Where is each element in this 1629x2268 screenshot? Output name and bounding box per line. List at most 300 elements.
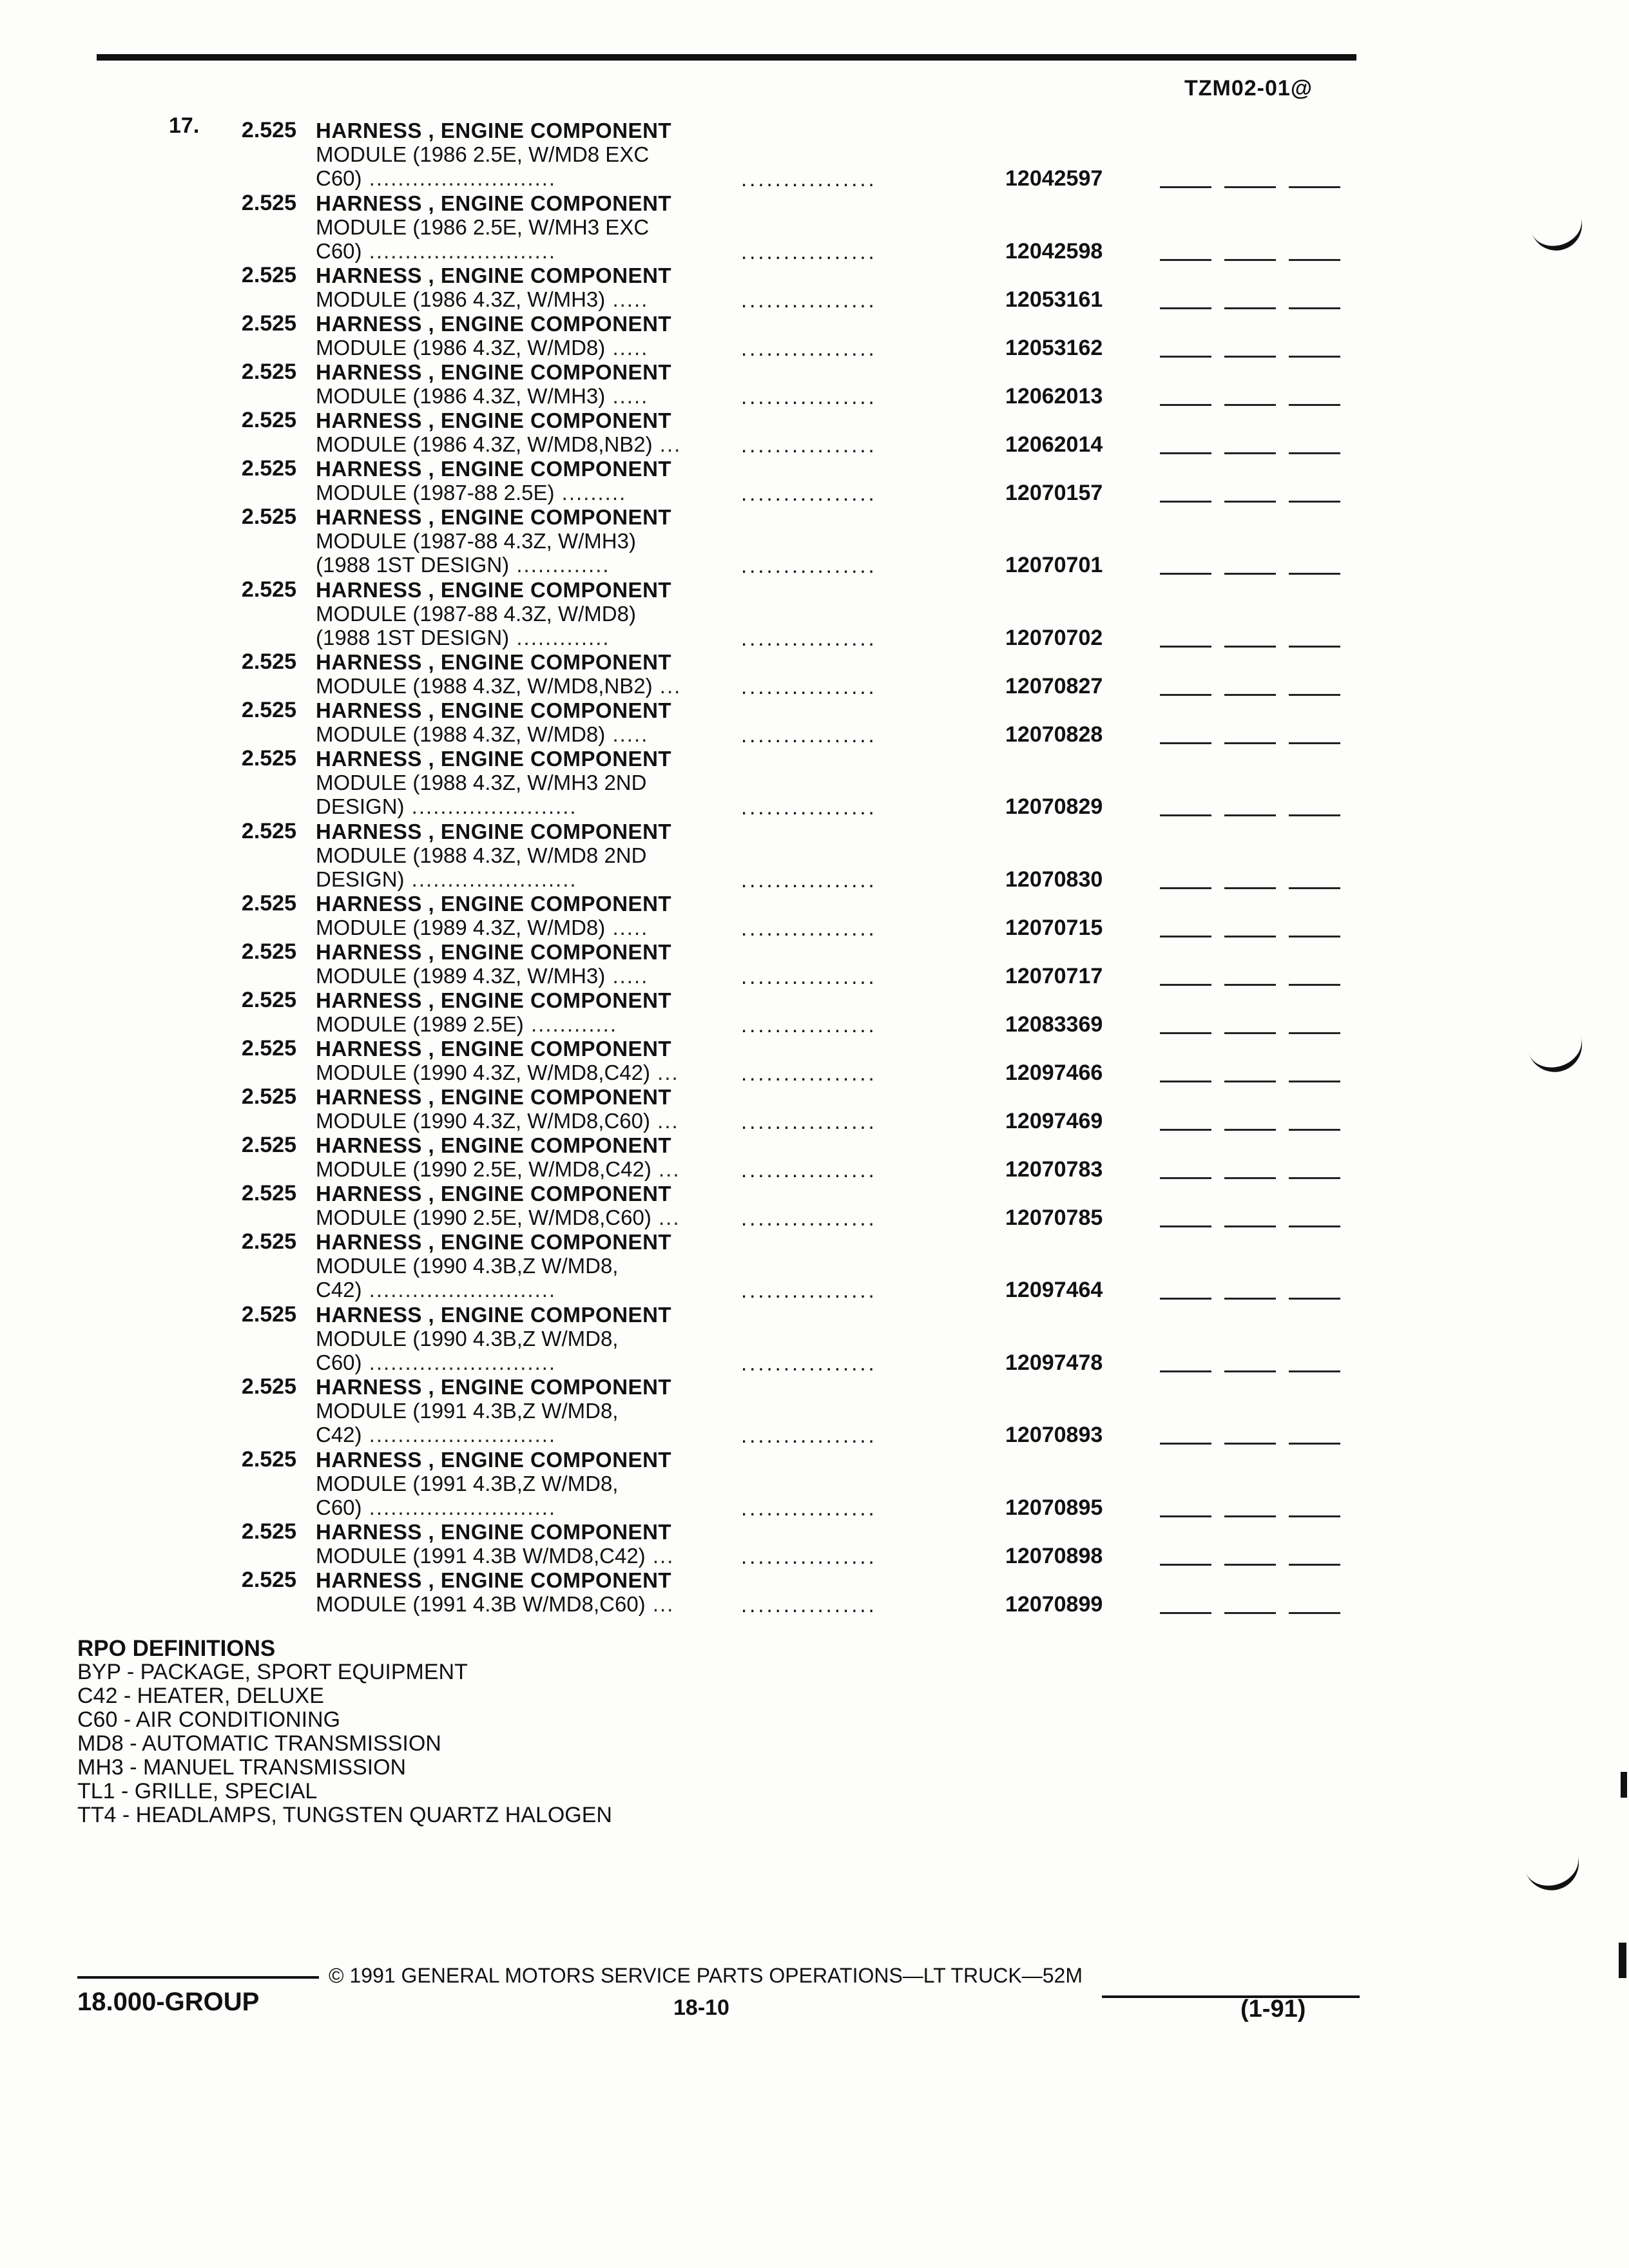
- blank-line: [1224, 259, 1276, 261]
- rpo-title: RPO DEFINITIONS: [77, 1636, 276, 1661]
- blank-line: [1289, 1515, 1340, 1517]
- part-name-text: HARNESS , ENGINE COMPONENT: [316, 408, 672, 432]
- part-description-text: MODULE (1987-88 4.3Z, W/MD8): [316, 601, 636, 626]
- leader-dots: ................: [741, 1350, 877, 1375]
- blank-line: [1224, 356, 1276, 358]
- part-number: 12070828: [1005, 722, 1103, 747]
- group-code: 2.525: [241, 1181, 296, 1206]
- blank-line: [1160, 1081, 1211, 1082]
- blank-line: [1289, 404, 1340, 406]
- quantity-blanks: [1160, 307, 1353, 310]
- quantity-blanks: [1160, 1298, 1353, 1300]
- part-number: 12070157: [1005, 480, 1103, 505]
- leader-dots: ................: [741, 1012, 877, 1037]
- blank-line: [1289, 814, 1340, 816]
- part-name: [316, 505, 715, 529]
- blank-line: [1224, 573, 1276, 575]
- group-code: 2.525: [241, 1084, 296, 1109]
- group-code: 2.525: [241, 577, 296, 602]
- part-description-line: [316, 916, 715, 939]
- quantity-blanks: [1160, 501, 1353, 503]
- leader-dots: ................: [741, 432, 877, 457]
- leader-dots: ................: [741, 964, 877, 988]
- blank-line: [1224, 501, 1276, 503]
- leader-dots: ................: [741, 1206, 877, 1230]
- part-description-text: MODULE (1986 4.3Z, W/MH3): [316, 287, 606, 311]
- rpo-definition: TL1 - GRILLE, SPECIAL: [77, 1779, 318, 1803]
- part-name-text: HARNESS , ENGINE COMPONENT: [316, 577, 672, 602]
- part-number: 12042597: [1005, 166, 1103, 191]
- part-description: [316, 457, 715, 505]
- blank-line: [1289, 452, 1340, 454]
- blank-line: [1160, 1129, 1211, 1131]
- part-description-line: [316, 1206, 715, 1229]
- part-description-text: MODULE (1990 4.3Z, W/MD8,C42): [316, 1061, 650, 1084]
- part-description-line: [316, 142, 715, 166]
- leader-dots: ................: [741, 722, 877, 747]
- blank-line: [1224, 1177, 1276, 1179]
- part-description-line: [316, 529, 715, 553]
- leader-dots: ................: [741, 287, 877, 312]
- part-description-text: C42): [316, 1423, 362, 1446]
- group-code: 2.525: [241, 311, 296, 336]
- blank-line: [1224, 1612, 1276, 1614]
- part-description-line: [316, 1544, 715, 1568]
- reference-number: 17.: [169, 113, 200, 138]
- part-description-text: MODULE (1991 4.3B W/MD8,C60): [316, 1592, 646, 1616]
- blank-line: [1160, 814, 1211, 816]
- part-description-text: MODULE (1988 4.3Z, W/MH3 2ND: [316, 771, 647, 794]
- part-description-line: [316, 1423, 715, 1446]
- group-code: 2.525: [241, 118, 296, 142]
- blank-line: [1289, 1032, 1340, 1034]
- leader-dots: ................: [741, 674, 877, 698]
- part-name-text: HARNESS , ENGINE COMPONENT: [316, 819, 672, 843]
- quantity-blanks: [1160, 452, 1353, 455]
- leader-dots: ..........................: [361, 1278, 557, 1302]
- part-description-text: MODULE (1986 2.5E, W/MH3 EXC: [316, 215, 650, 239]
- part-number: 12042598: [1005, 238, 1103, 264]
- part-number: 12062013: [1005, 383, 1103, 408]
- part-name: [316, 1037, 715, 1061]
- blank-line: [1289, 887, 1340, 889]
- blank-line: [1160, 742, 1211, 744]
- quantity-blanks: [1160, 1081, 1353, 1083]
- part-description-line: [316, 1278, 715, 1302]
- leader-dots: .......................: [404, 867, 577, 891]
- blank-line: [1160, 1225, 1211, 1227]
- blank-line: [1224, 984, 1276, 986]
- quantity-blanks: [1160, 1564, 1353, 1566]
- blank-line: [1224, 1443, 1276, 1445]
- blank-line: [1289, 1225, 1340, 1227]
- quantity-blanks: [1160, 1370, 1353, 1373]
- part-description-line: [316, 1472, 715, 1495]
- part-description: [316, 1085, 715, 1133]
- quantity-blanks: [1160, 936, 1353, 938]
- leader-dots: ................: [741, 384, 877, 408]
- part-name: [316, 747, 715, 771]
- part-description-line: [316, 215, 715, 239]
- part-name: [316, 1182, 715, 1206]
- part-name-text: HARNESS , ENGINE COMPONENT: [316, 264, 672, 287]
- part-number: 12070701: [1005, 553, 1103, 577]
- part-name-text: HARNESS , ENGINE COMPONENT: [316, 1037, 672, 1061]
- part-name: [316, 264, 715, 287]
- blank-line: [1160, 1177, 1211, 1179]
- part-description-line: [316, 287, 715, 311]
- footer-page-number: 18-10: [673, 1995, 729, 2020]
- part-name-text: HARNESS , ENGINE COMPONENT: [316, 1375, 672, 1399]
- quantity-blanks: [1160, 1225, 1353, 1228]
- blank-line: [1160, 1298, 1211, 1300]
- blank-line: [1289, 501, 1340, 503]
- group-code: 2.525: [241, 505, 296, 529]
- leader-dots: ................: [741, 1495, 877, 1520]
- part-name: [316, 1230, 715, 1254]
- leader-dots: ................: [741, 867, 877, 892]
- part-description-line: [316, 1012, 715, 1036]
- rpo-definitions: [77, 1637, 612, 1827]
- leader-dots: ..........................: [361, 1495, 557, 1519]
- part-name: [316, 1375, 715, 1399]
- blank-line: [1289, 1612, 1340, 1614]
- blank-line: [1289, 1564, 1340, 1566]
- quantity-blanks: [1160, 1443, 1353, 1445]
- part-description-text: MODULE (1990 2.5E, W/MD8,C60): [316, 1206, 651, 1229]
- part-description-text: C60): [316, 1350, 362, 1374]
- part-description-line: [316, 1592, 715, 1616]
- part-number: 12053161: [1005, 287, 1103, 312]
- part-description: [316, 1375, 715, 1446]
- part-name-text: HARNESS , ENGINE COMPONENT: [316, 1230, 672, 1254]
- part-description-line: [316, 602, 715, 626]
- group-code: 2.525: [241, 1519, 296, 1544]
- blank-line: [1160, 887, 1211, 889]
- blank-line: [1224, 742, 1276, 744]
- leader-dots: ................: [741, 1592, 877, 1617]
- group-code: 2.525: [241, 190, 296, 215]
- quantity-blanks: [1160, 1032, 1353, 1035]
- quantity-blanks: [1160, 1177, 1353, 1180]
- part-description: [316, 1037, 715, 1084]
- leader-dots: ..........................: [361, 1423, 557, 1446]
- part-description-text: MODULE (1986 4.3Z, W/MD8,NB2): [316, 432, 653, 456]
- leader-dots: ...: [651, 1157, 680, 1181]
- part-name-text: HARNESS , ENGINE COMPONENT: [316, 988, 672, 1012]
- part-description: [316, 264, 715, 311]
- leader-dots: ...: [652, 674, 682, 698]
- part-description: [316, 1133, 715, 1181]
- blank-line: [1160, 452, 1211, 454]
- part-description-line: [316, 1157, 715, 1181]
- part-description: [316, 988, 715, 1036]
- leader-dots: ................: [741, 1109, 877, 1133]
- part-description-text: MODULE (1991 4.3B W/MD8,C42): [316, 1544, 646, 1568]
- blank-line: [1160, 1032, 1211, 1034]
- part-name-text: HARNESS , ENGINE COMPONENT: [316, 1520, 672, 1544]
- rpo-definition: TT4 - HEADLAMPS, TUNGSTEN QUARTZ HALOGEN: [77, 1803, 612, 1827]
- blank-line: [1224, 1564, 1276, 1566]
- leader-dots: ................: [741, 1157, 877, 1182]
- footer-rule-right: [1102, 1995, 1360, 1998]
- quantity-blanks: [1160, 1129, 1353, 1131]
- quantity-blanks: [1160, 1612, 1353, 1615]
- part-description-text: MODULE (1990 4.3B,Z W/MD8,: [316, 1326, 619, 1350]
- part-name-text: HARNESS , ENGINE COMPONENT: [316, 698, 672, 722]
- blank-line: [1160, 694, 1211, 696]
- part-name-text: HARNESS , ENGINE COMPONENT: [316, 457, 672, 481]
- part-description-text: MODULE (1990 2.5E, W/MD8,C42): [316, 1157, 651, 1181]
- leader-dots: ..........................: [361, 238, 557, 263]
- part-description: [316, 747, 715, 818]
- part-description: [316, 1230, 715, 1302]
- part-description: [316, 191, 715, 263]
- blank-line: [1160, 1443, 1211, 1445]
- leader-dots: ..........................: [361, 166, 557, 190]
- leader-dots: ...: [651, 1206, 680, 1229]
- blank-line: [1160, 573, 1211, 575]
- leader-dots: ................: [741, 626, 877, 650]
- part-number: 12070827: [1005, 673, 1103, 698]
- blank-line: [1224, 186, 1276, 188]
- part-number: 12097478: [1005, 1350, 1103, 1375]
- blank-line: [1224, 404, 1276, 406]
- part-description: [316, 1568, 715, 1616]
- blank-line: [1289, 1298, 1340, 1300]
- part-description: [316, 360, 715, 408]
- part-description-line: [316, 771, 715, 794]
- group-code: 2.525: [241, 1133, 296, 1157]
- quantity-blanks: [1160, 186, 1353, 189]
- part-name: [316, 360, 715, 384]
- leader-dots: .....: [605, 336, 649, 360]
- leader-dots: .......................: [404, 794, 577, 818]
- part-description-line: [316, 794, 715, 818]
- part-description-line: [316, 1061, 715, 1084]
- blank-line: [1289, 1370, 1340, 1372]
- part-number: 12070898: [1005, 1543, 1103, 1568]
- quantity-blanks: [1160, 984, 1353, 986]
- footer-rule-left: [77, 1976, 319, 1979]
- part-name: [316, 1520, 715, 1544]
- part-description-line: [316, 432, 715, 456]
- part-description: [316, 408, 715, 456]
- part-description: [316, 1448, 715, 1519]
- blank-line: [1160, 1564, 1211, 1566]
- blank-line: [1160, 186, 1211, 188]
- blank-line: [1289, 694, 1340, 696]
- part-description-text: C60): [316, 238, 362, 263]
- leader-dots: ................: [741, 1544, 877, 1568]
- blank-line: [1160, 404, 1211, 406]
- part-number: 12097469: [1005, 1108, 1103, 1133]
- part-name: [316, 1303, 715, 1327]
- part-description-text: MODULE (1988 4.3Z, W/MD8 2ND: [316, 843, 647, 867]
- leader-dots: .....: [605, 916, 649, 939]
- part-description-line: [316, 1350, 715, 1374]
- blank-line: [1289, 1129, 1340, 1131]
- edge-mark: [1621, 1772, 1627, 1798]
- blank-line: [1224, 1129, 1276, 1131]
- part-number: 12070702: [1005, 625, 1103, 650]
- part-description-text: MODULE (1986 4.3Z, W/MH3): [316, 384, 606, 408]
- part-name-text: HARNESS , ENGINE COMPONENT: [316, 1302, 672, 1327]
- leader-dots: .............: [509, 553, 610, 577]
- leader-dots: ................: [741, 167, 877, 191]
- blank-line: [1289, 646, 1340, 648]
- leader-dots: ...: [645, 1544, 675, 1568]
- part-name-text: HARNESS , ENGINE COMPONENT: [316, 892, 672, 916]
- part-description: [316, 892, 715, 939]
- blank-line: [1289, 307, 1340, 309]
- leader-dots: ................: [741, 1423, 877, 1447]
- leader-dots: ................: [741, 795, 877, 819]
- group-code: 2.525: [241, 1568, 296, 1592]
- part-description-text: MODULE (1987-88 2.5E): [316, 481, 555, 505]
- part-description-line: [316, 166, 715, 190]
- part-number: 12070717: [1005, 963, 1103, 988]
- part-description-text: C60): [316, 166, 362, 190]
- blank-line: [1224, 1081, 1276, 1082]
- part-name-text: HARNESS , ENGINE COMPONENT: [316, 650, 672, 674]
- part-description-line: [316, 1254, 715, 1278]
- blank-line: [1289, 573, 1340, 575]
- blank-line: [1289, 936, 1340, 937]
- quantity-blanks: [1160, 742, 1353, 745]
- part-number: 12053162: [1005, 335, 1103, 360]
- part-description-line: [316, 384, 715, 408]
- part-number: 12097466: [1005, 1060, 1103, 1085]
- part-description-text: MODULE (1988 4.3Z, W/MD8): [316, 722, 606, 746]
- part-description-text: MODULE (1989 2.5E): [316, 1012, 524, 1036]
- part-description-text: DESIGN): [316, 867, 405, 891]
- part-name: [316, 988, 715, 1012]
- part-name-text: HARNESS , ENGINE COMPONENT: [316, 1568, 672, 1592]
- leader-dots: .....: [605, 384, 649, 408]
- part-description-text: MODULE (1986 4.3Z, W/MD8): [316, 336, 606, 360]
- binding-mark: [1523, 1848, 1586, 1898]
- group-code: 2.525: [241, 456, 296, 481]
- footer-date: (1-91): [1240, 1995, 1306, 2023]
- quantity-blanks: [1160, 404, 1353, 407]
- part-name-text: HARNESS , ENGINE COMPONENT: [316, 191, 672, 215]
- blank-line: [1289, 259, 1340, 261]
- quantity-blanks: [1160, 646, 1353, 648]
- blank-line: [1160, 307, 1211, 309]
- group-code: 2.525: [241, 988, 296, 1012]
- quantity-blanks: [1160, 356, 1353, 358]
- quantity-blanks: [1160, 887, 1353, 890]
- blank-line: [1289, 1177, 1340, 1179]
- group-code: 2.525: [241, 649, 296, 674]
- leader-dots: ...: [645, 1592, 675, 1616]
- part-number: 12070899: [1005, 1591, 1103, 1617]
- part-name: [316, 698, 715, 722]
- part-description-line: [316, 1495, 715, 1519]
- group-code: 2.525: [241, 818, 296, 843]
- blank-line: [1224, 646, 1276, 648]
- leader-dots: ...: [652, 432, 682, 456]
- blank-line: [1289, 742, 1340, 744]
- blank-line: [1160, 1370, 1211, 1372]
- part-description: [316, 312, 715, 360]
- group-code: 2.525: [241, 746, 296, 771]
- part-description: [316, 820, 715, 891]
- part-description-line: [316, 481, 715, 505]
- part-name: [316, 119, 715, 142]
- part-name: [316, 650, 715, 674]
- leader-dots: ................: [741, 1278, 877, 1302]
- quantity-blanks: [1160, 1515, 1353, 1518]
- part-name-text: HARNESS , ENGINE COMPONENT: [316, 119, 672, 142]
- binding-mark: [1527, 1030, 1589, 1079]
- part-description: [316, 698, 715, 746]
- blank-line: [1160, 1515, 1211, 1517]
- blank-line: [1289, 186, 1340, 188]
- leader-dots: .............: [509, 625, 610, 649]
- part-description-line: [316, 626, 715, 649]
- part-name-text: HARNESS , ENGINE COMPONENT: [316, 1133, 672, 1157]
- leader-dots: ..........................: [361, 1350, 557, 1374]
- part-name: [316, 940, 715, 964]
- edge-mark: [1619, 1943, 1626, 1978]
- part-name: [316, 1448, 715, 1472]
- leader-dots: ................: [741, 481, 877, 505]
- part-description: [316, 940, 715, 988]
- quantity-blanks: [1160, 694, 1353, 697]
- part-description-text: C42): [316, 1278, 362, 1302]
- part-description-line: [316, 1399, 715, 1423]
- part-description-text: MODULE (1987-88 4.3Z, W/MH3): [316, 529, 636, 553]
- part-number: 12070783: [1005, 1157, 1103, 1182]
- leader-dots: .........: [554, 481, 627, 505]
- blank-line: [1224, 1225, 1276, 1227]
- part-name-text: HARNESS , ENGINE COMPONENT: [316, 312, 672, 336]
- part-number: 12083369: [1005, 1012, 1103, 1037]
- part-description-text: MODULE (1990 4.3Z, W/MD8,C60): [316, 1109, 650, 1133]
- part-name: [316, 578, 715, 602]
- part-description-line: [316, 674, 715, 698]
- part-name: [316, 820, 715, 843]
- part-description-text: MODULE (1989 4.3Z, W/MH3): [316, 964, 606, 988]
- part-description-line: [316, 964, 715, 988]
- blank-line: [1289, 1081, 1340, 1082]
- part-description-text: DESIGN): [316, 794, 405, 818]
- part-description-line: [316, 239, 715, 263]
- part-description-text: MODULE (1990 4.3B,Z W/MD8,: [316, 1254, 619, 1278]
- part-description: [316, 1520, 715, 1568]
- group-code: 2.525: [241, 891, 296, 916]
- part-number: 12070829: [1005, 794, 1103, 819]
- quantity-blanks: [1160, 573, 1353, 575]
- part-number: 12097464: [1005, 1278, 1103, 1302]
- part-name: [316, 1133, 715, 1157]
- part-number: 12070893: [1005, 1423, 1103, 1447]
- part-description: [316, 505, 715, 577]
- rpo-definition: MH3 - MANUEL TRANSMISSION: [77, 1755, 407, 1780]
- top-rule: [97, 54, 1356, 61]
- doc-code: TZM02-01@: [1184, 76, 1313, 101]
- group-code: 2.525: [241, 1036, 296, 1061]
- blank-line: [1160, 356, 1211, 358]
- part-description-line: [316, 867, 715, 891]
- footer-copyright: © 1991 GENERAL MOTORS SERVICE PARTS OPERATIONS—LT TRUCK—52M: [329, 1964, 1083, 1987]
- part-description: [316, 119, 715, 190]
- blank-line: [1224, 452, 1276, 454]
- rpo-definition: C42 - HEATER, DELUXE: [77, 1684, 324, 1708]
- part-description-text: MODULE (1986 2.5E, W/MD8 EXC: [316, 142, 650, 166]
